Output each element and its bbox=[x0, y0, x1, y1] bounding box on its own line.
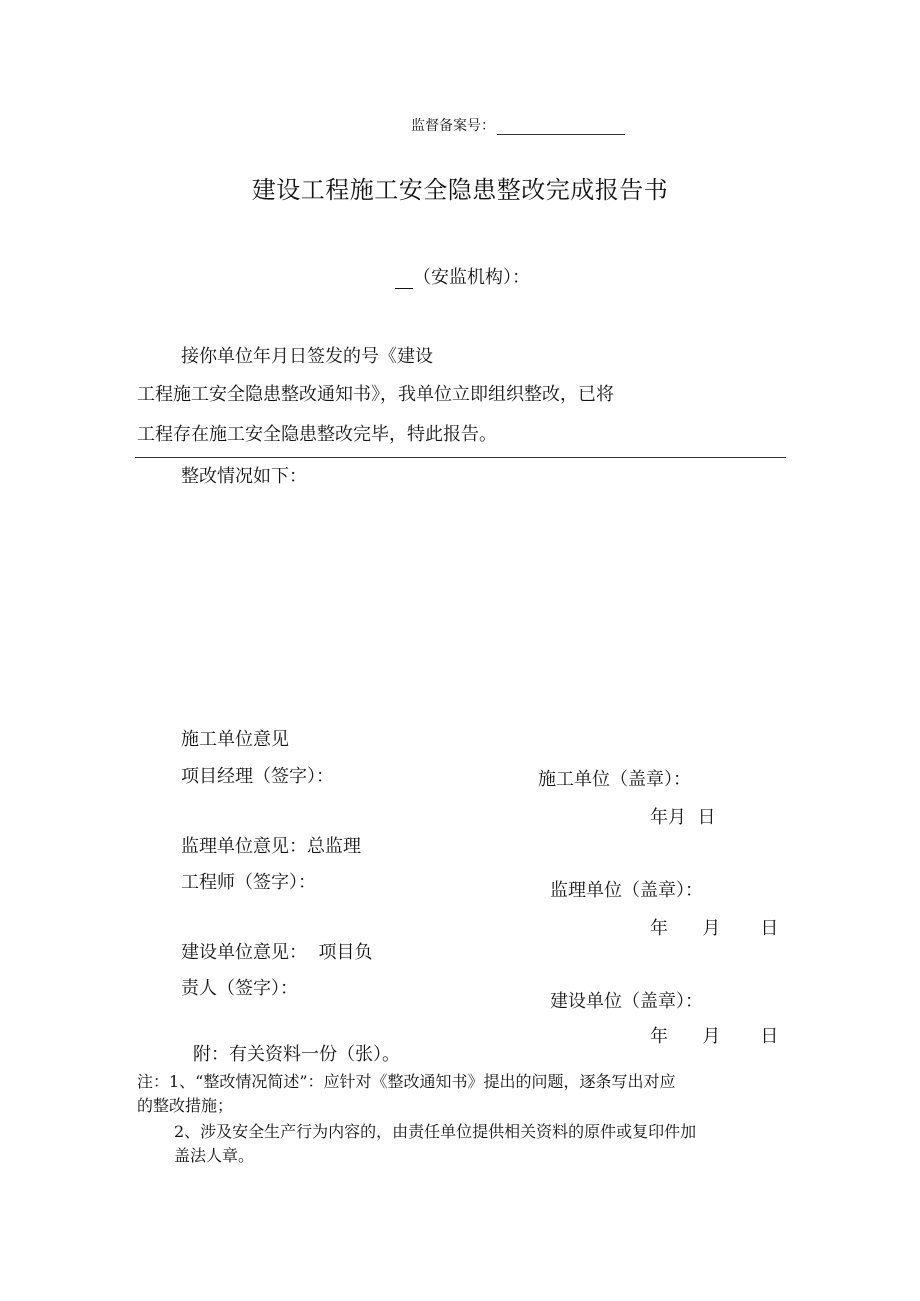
owner-sign-label: 责人（签字）： bbox=[181, 978, 298, 999]
record-number-field bbox=[411, 115, 625, 135]
body-paragraph-line-1: 接你单位年月日签发的号《建设 bbox=[181, 346, 433, 367]
contractor-date: 年月 日 bbox=[650, 807, 716, 828]
owner-date-clipped bbox=[640, 1022, 800, 1047]
note-line-1: 注：1、“整改情况简述”：应针对《整改通知书》提出的问题，逐条写出对应 bbox=[137, 1072, 676, 1091]
addressee-blank[interactable] bbox=[395, 270, 413, 289]
supervisor-seal-label: 监理单位（盖章）： bbox=[550, 880, 703, 901]
owner-seal-label: 建设单位（盖章）： bbox=[550, 991, 703, 1012]
addressee-line bbox=[395, 263, 530, 289]
record-number-label: 监督备案号： bbox=[411, 118, 495, 134]
note-line-2: 的整改措施； bbox=[137, 1096, 234, 1115]
engineer-sign-label: 工程师（签字）： bbox=[181, 872, 316, 893]
contractor-opinion-label: 施工单位意见 bbox=[181, 729, 289, 750]
attachment-line: 附：有关资料一份（张）。 bbox=[193, 1044, 400, 1065]
note-line-4: 盖法人章。 bbox=[174, 1146, 255, 1165]
owner-opinion-label: 建设单位意见： 项目负 bbox=[181, 942, 373, 963]
contractor-seal-label: 施工单位（盖章）： bbox=[538, 769, 691, 790]
document-title: 建设工程施工安全隐患整改完成报告书 bbox=[251, 176, 669, 204]
rectification-heading: 整改情况如下： bbox=[181, 466, 307, 487]
project-manager-sign-label: 项目经理（签字）： bbox=[181, 766, 334, 787]
supervisor-opinion-label: 监理单位意见：总监理 bbox=[181, 836, 361, 857]
body-paragraph-line-3: 工程存在施工安全隐患整改完毕，特此报告。 bbox=[137, 424, 497, 445]
note-line-3: 2、涉及安全生产行为内容的，由责任单位提供相关资料的原件或复印件加 bbox=[174, 1122, 697, 1141]
section-divider bbox=[135, 457, 786, 458]
record-number-blank[interactable] bbox=[497, 120, 625, 135]
owner-date: 年 月 日 bbox=[650, 1026, 779, 1047]
body-paragraph-line-2: 工程施工安全隐患整改通知书》，我单位立即组织整改，已将 bbox=[137, 384, 614, 405]
addressee-label: （安监机构）： bbox=[413, 267, 530, 288]
supervisor-date: 年 月 日 bbox=[650, 918, 779, 939]
